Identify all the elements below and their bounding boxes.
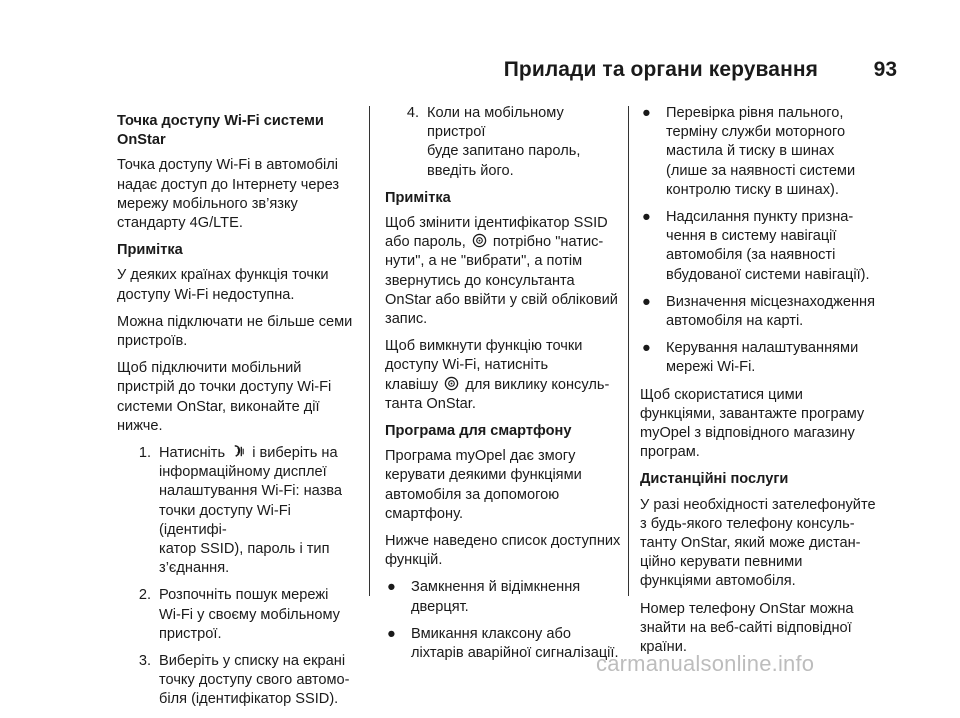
onstar-button-icon (444, 376, 459, 391)
list-item-step-4: 4. Коли на мобільному пристрої буде запитано пароль, введіть його. (406, 105, 581, 179)
bullet-icon: ● (642, 293, 651, 310)
list-item-step-1: 1. Натисніть і виберіть на інформаційному дисплеї налаштування Wi-Fi: назва точки доступу Wi-Fi (ідентифі- катор SSID), пароль і тип з’єднання. (138, 445, 342, 577)
page-header-title: Прилади та органи керування (503, 58, 818, 81)
paragraph-device-limit: Можна підключати не більше семи пристроїв. (117, 313, 353, 350)
list-item: ● Визначення місцезнаходження автомобіля на карті. (640, 293, 885, 331)
bullet-icon: ● (387, 625, 396, 642)
note-heading: Примітка (385, 189, 451, 206)
bullet-icon: ● (642, 340, 651, 357)
watermark: carmanualsonline.info (596, 651, 815, 676)
section-heading-smartphone-app: Програма для смартфону (385, 423, 572, 440)
bullet-icon: ● (642, 105, 651, 121)
note-heading: Примітка (117, 242, 183, 259)
list-item: ● Вмикання клаксону або ліхтарів аварійної сигналізації. (385, 625, 621, 663)
bullet-icon: ● (387, 579, 396, 596)
section-heading-remote-services: Дистанційні послуги (640, 471, 789, 488)
list-item-step-2: 2. Розпочніть пошук мережі Wi-Fi у своєму мобільному пристрої. (138, 587, 340, 642)
list-item: ● Керування налаштуваннями мережі Wi-Fi. (640, 339, 885, 377)
column-2 (385, 104, 621, 671)
paragraph-app-intro: Програма myOpel дає змогу керувати деякими функціями автомобіля за допомогою смартфону. (385, 448, 582, 522)
paragraph-download-app: Щоб скористатися цими функціями, завантажте програму myOpel з відповідного магазину програм. (640, 386, 865, 461)
paragraph-hotspot-intro: Точка доступу Wi-Fi в автомобілі надає доступ до Інтернету через мережу мобільного зв’язку стандарту 4G/LTE. (117, 157, 340, 232)
column-divider-2 (628, 106, 629, 596)
column-divider-1 (369, 106, 370, 596)
column-3 (640, 104, 885, 665)
note-text: У деяких країнах функція точки доступу Wi-Fi недоступна. (117, 267, 329, 303)
onstar-voice-button-icon (231, 444, 246, 459)
list-item: ● Перевірка рівня пального, терміну служби моторного мастила й тиску в шинах (лише за наявності системи контролю тиску в шинах). (640, 104, 885, 200)
list-item-step-3: 3. Виберіть у списку на екрані точку доступу свого автомо- біля (ідентифікатор SSID). (138, 653, 350, 708)
note-text-ssid: Щоб змінити ідентифікатор SSID або пароль, потрібно "натис- нути", а не "вибрати", а потім звернутись до консультанта OnStar або ввійти у свій обліковий запис. (385, 215, 618, 328)
onstar-button-icon (472, 233, 487, 248)
bullet-icon: ● (642, 209, 651, 226)
page-number: 93 (873, 58, 897, 81)
paragraph-remote-services: У разі необхідності зателефонуйте з будь-якого телефону консуль- танту OnStar, який може дистан- ційно керувати певними функціями автомобіля. (640, 496, 876, 590)
column-1 (117, 112, 357, 718)
paragraph-phone-number: Номер телефону OnStar можна знайти на веб-сайті відповідної країни. (640, 600, 854, 656)
list-item: ● Надсилання пункту призна- чення в систему навігації автомобіля (за наявності вбудованої системи навігації). (640, 208, 885, 285)
paragraph-list-intro: Нижче наведено список доступних функцій. (385, 533, 621, 569)
section-heading-wifi-hotspot: Точка доступу Wi-Fi системи OnStar (117, 113, 324, 149)
paragraph-disable-hotspot: Щоб вимкнути функцію точки доступу Wi-Fi, натисніть клавішу для виклику консуль- танта OnStar. (385, 338, 610, 412)
list-item: ● Замкнення й відімкнення дверцят. (385, 578, 621, 616)
paragraph-connect-instructions: Щоб підключити мобільний пристрій до точки доступу Wi-Fi системи OnStar, виконайте дії нижче. (117, 360, 332, 434)
